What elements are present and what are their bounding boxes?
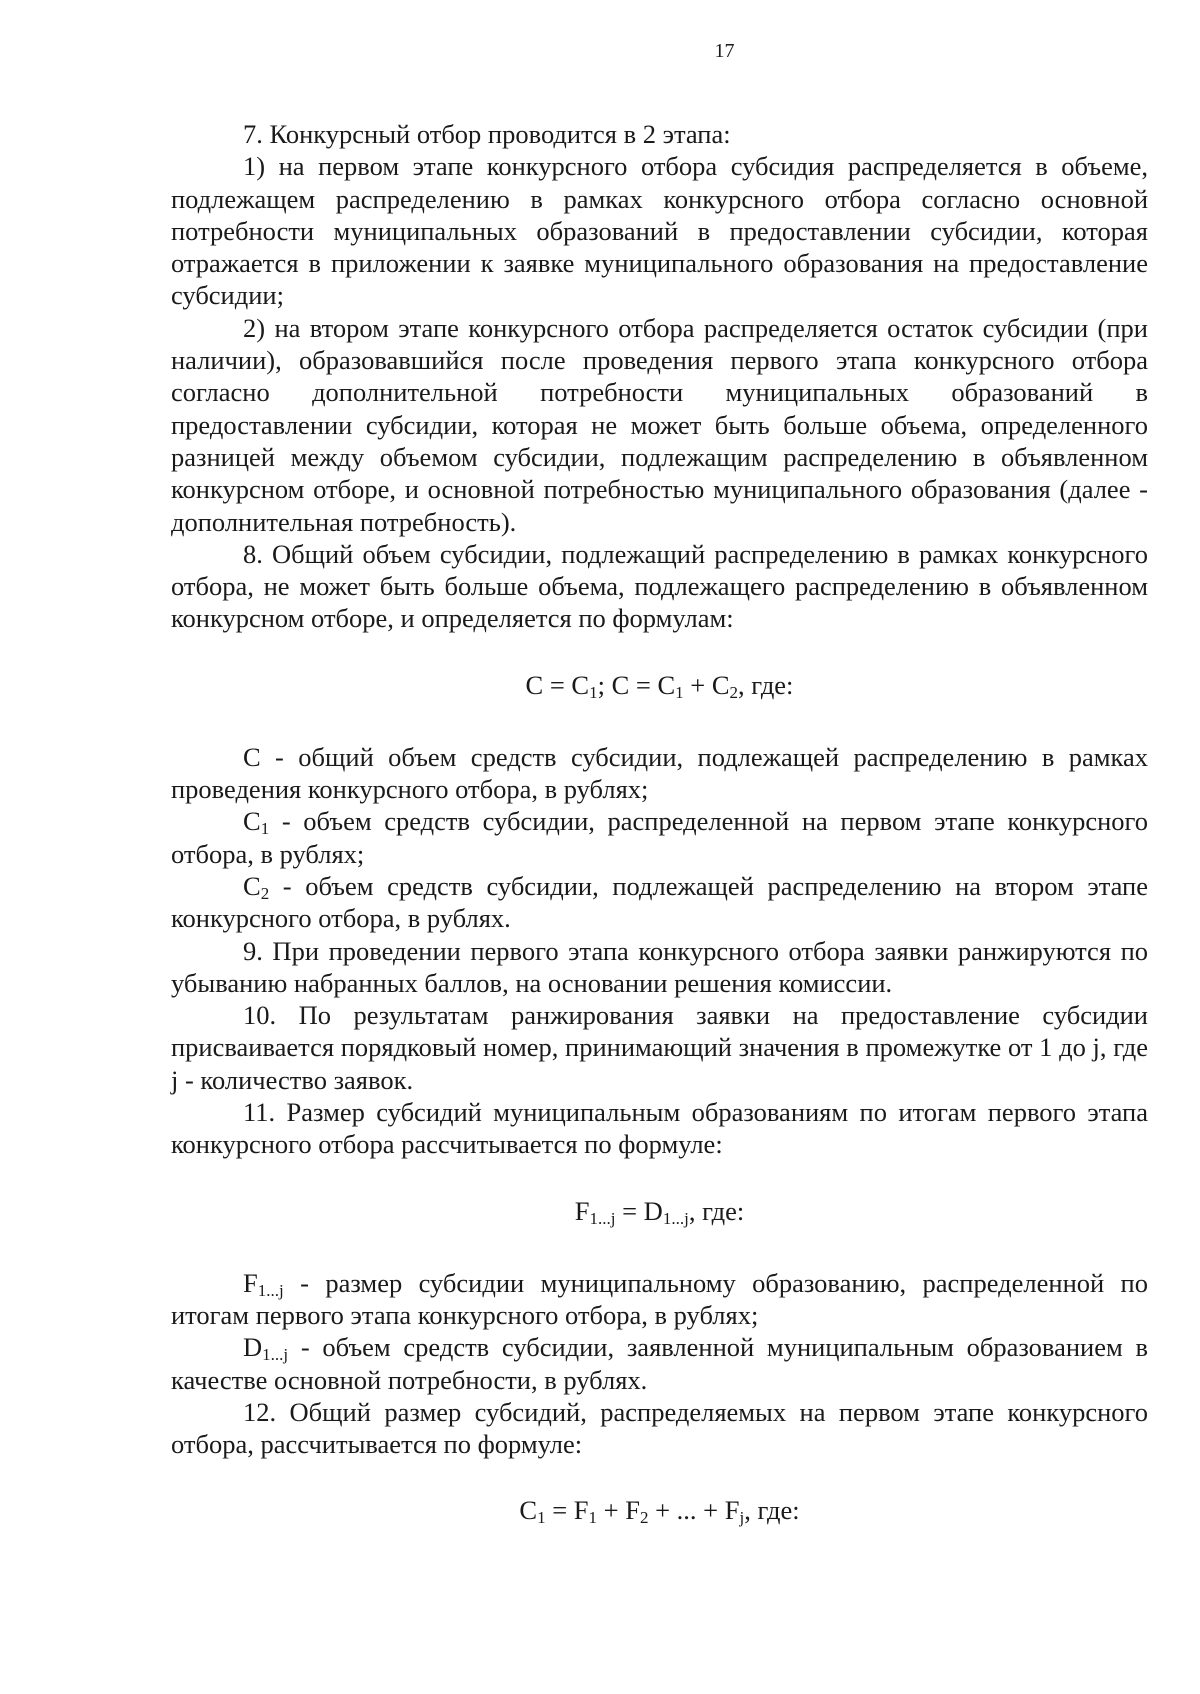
definition-c2: $C_2$ - объем средств субсидии, подлежащей распределению на втором этапе конкурсного отбора, в рублях. — [171, 870, 1148, 934]
formula-total-subsidy: $C = C_1$; $C = C_1 + C_2$, где: — [525, 669, 794, 702]
definition-d: $D_{1...j}$ - объем средств субсидии, заявленной муниципальным образованием в качестве основной потребности, в рублях. — [171, 1332, 1148, 1395]
paragraph-10: 10. По результатам ранжирования заявки на предоставление субсидии присваивается порядковый номер, принимающий значения в промежутке от 1 до j, где j - количество заявок. — [171, 1000, 1148, 1095]
definition-c: C - общий объем средств субсидии, подлежащей распределению в рамках проведения конкурсного отбора, в рублях; — [171, 741, 1148, 805]
definition-c1: $C_1$ - объем средств субсидии, распределенной на первом этапе конкурсного отбора, в рублях; — [171, 806, 1148, 869]
paragraph-7-item-2: 2) на втором этапе конкурсного отбора распределяется остаток субсидии (при наличии), образовавшийся после проведения первого этапа конкурсного отбора согласно дополнительной потребности муниципальных образований в предоставлении субсидии, которая не может быть больше объема, определенного разницей между объемом субсидии, подлежащим распределению в объявленном конкурсном отборе, и основной потребностью муниципального образования (далее - дополнительная потребность). — [171, 312, 1148, 537]
paragraph-11: 11. Размер субсидий муниципальным образованиям по итогам первого этапа конкурсного отбора рассчитывается по формуле: — [171, 1097, 1148, 1160]
paragraph-7-item-1: 1) на первом этапе конкурсного отбора субсидия распределяется в объеме, подлежащем распределению в рамках конкурсного отбора согласно основной потребности муниципальных образований в предоставлении субсидии, которая отражается в приложении к заявке муниципального образования на предоставление субсидии; — [171, 151, 1148, 311]
paragraph-12: 12. Общий размер субсидий, распределяемых на первом этапе конкурсного отбора, рассчитывается по формуле: — [171, 1396, 1148, 1460]
formula-subsidy-size: $F_{1...j} = D_{1...j}$, где: — [574, 1195, 745, 1228]
paragraph-7: 7. Конкурсный отбор проводится в 2 этапа: — [243, 119, 731, 149]
page-number: 17 — [714, 40, 735, 62]
paragraph-9: 9. При проведении первого этапа конкурсного отбора заявки ранжируются по убыванию набранных баллов, на основании решения комиссии. — [171, 935, 1148, 998]
formula-first-stage-total: $C_1 = F_1 + F_2$ + ... + $F_j$, где: — [519, 1495, 800, 1528]
paragraph-8: 8. Общий объем субсидии, подлежащий распределению в рамках конкурсного отбора, не может быть больше объема, подлежащего распределению в объявленном конкурсном отборе, и определяется по формулам: — [171, 538, 1148, 634]
definition-f: $F_{1...j}$ - размер субсидии муниципальному образованию, распределенной по итогам первого этапа конкурсного отбора, в рублях; — [171, 1267, 1148, 1330]
